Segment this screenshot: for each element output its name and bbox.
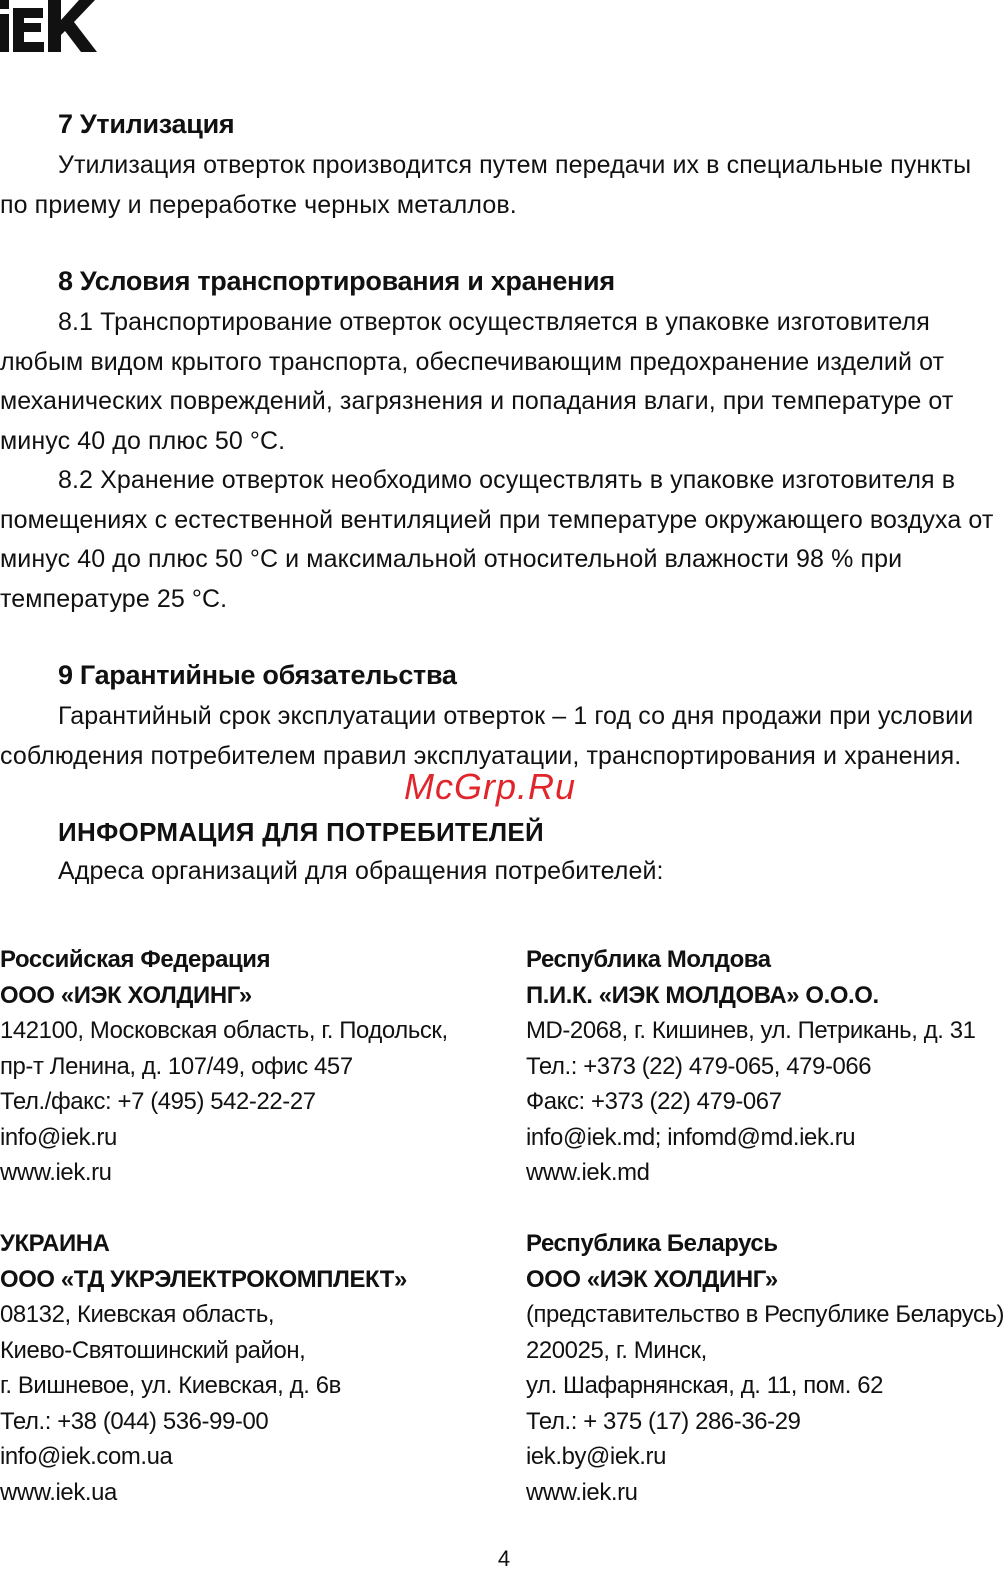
contact-line: MD-2068, г. Кишинев, ул. Петрикань, д. 31 <box>526 1017 976 1044</box>
contact-website[interactable]: www.iek.md <box>526 1159 650 1186</box>
section-warranty <box>0 655 1000 776</box>
paragraph: 8.2 Хранение отверток необходимо осуществлять в упаковке изготовителя в помещениях с естественной вентиляцией при температуре окружающего воздуха от минус 40 до плюс 50 °С и максимальной относительной влажности 98 % при температуре 25 °С. <box>0 466 994 613</box>
contact-line: 220025, г. Минск, <box>526 1336 707 1364</box>
paragraph: Утилизация отверток производится путем передачи их в специальные пункты по приему и переработке черных металлов. <box>0 151 972 219</box>
section-title: 8 Условия транспортирования и хранения <box>58 266 615 296</box>
contact-line: ул. Шафарнянская, д. 11, пом. 62 <box>526 1372 883 1399</box>
watermark: McGrp.Ru <box>404 766 577 807</box>
contact-line: г. Вишневое, ул. Киевская, д. 6в <box>0 1372 341 1399</box>
contact-line: пр-т Ленина, д. 107/49, офис 457 <box>0 1052 353 1080</box>
section-transport-storage <box>0 261 1000 619</box>
contact-country: Республика Молдова <box>526 946 771 973</box>
contact-line: (представительство в Республике Беларусь) <box>526 1301 1005 1328</box>
contact-russia <box>0 942 480 1191</box>
contact-line: 08132, Киевская область, <box>0 1301 275 1328</box>
paragraph: 8.1 Транспортирование отверток осуществляется в упаковке изготовителя любым видом крытого транспорта, обеспечивающим предохранение изделий от механических повреждений, загрязнения и попадания влаги, при температуре от минус 40 до плюс 50 °С. <box>0 308 954 455</box>
contact-email[interactable]: info@iek.ru <box>0 1123 117 1151</box>
contact-company: ООО «ИЭК ХОЛДИНГ» <box>526 1265 778 1293</box>
consumer-info <box>0 812 1000 892</box>
contact-country: УКРАИНА <box>0 1230 110 1257</box>
contact-line: 142100, Московская область, г. Подольск, <box>0 1017 448 1044</box>
contact-belarus <box>526 1226 1006 1510</box>
contact-ukraine <box>0 1226 480 1510</box>
paragraph: Гарантийный срок эксплуатации отверток – 1 год со дня продажи при условии соблюдения потребителем правил эксплуатации, транспортирования и хранения. <box>0 702 974 770</box>
section-title: 7 Утилизация <box>58 109 235 139</box>
contact-country: Республика Беларусь <box>526 1230 778 1257</box>
contact-email[interactable]: iek.by@iek.ru <box>526 1443 666 1470</box>
contact-company: П.И.К. «ИЭК МОЛДОВА» О.О.О. <box>526 981 879 1009</box>
contact-moldova <box>526 942 1006 1191</box>
contact-website[interactable]: www.iek.ru <box>526 1478 638 1506</box>
contact-phone: Тел./факс: +7 (495) 542-22-27 <box>0 1088 316 1115</box>
contact-email[interactable]: info@iek.md; infomd@md.iek.ru <box>526 1123 856 1151</box>
contact-company: ООО «ИЭК ХОЛДИНГ» <box>0 981 252 1009</box>
contact-line: Киево-Святошинский район, <box>0 1336 306 1364</box>
contact-phone: Тел.: + 375 (17) 286-36-29 <box>526 1407 801 1435</box>
consumer-info-subtitle: Адреса организаций для обращения потребителей: <box>58 857 664 885</box>
iek-logo <box>0 0 114 54</box>
contact-phone: Тел.: +373 (22) 479-065, 479-066 <box>526 1052 872 1080</box>
section-title: 9 Гарантийные обязательства <box>58 660 457 690</box>
contact-phone: Тел.: +38 (044) 536-99-00 <box>0 1407 269 1435</box>
contact-email[interactable]: info@iek.com.ua <box>0 1443 173 1470</box>
page-number: 4 <box>497 1546 511 1571</box>
contact-fax: Факс: +373 (22) 479-067 <box>526 1088 782 1115</box>
contact-website[interactable]: www.iek.ua <box>0 1478 117 1506</box>
contact-company: ООО «ТД УКРЭЛЕКТРОКОМПЛЕКТ» <box>0 1265 407 1293</box>
contact-country: Российская Федерация <box>0 946 271 973</box>
contact-website[interactable]: www.iek.ru <box>0 1159 112 1186</box>
consumer-info-title: ИНФОРМАЦИЯ ДЛЯ ПОТРЕБИТЕЛЕЙ <box>58 817 545 847</box>
section-disposal <box>0 104 1000 225</box>
